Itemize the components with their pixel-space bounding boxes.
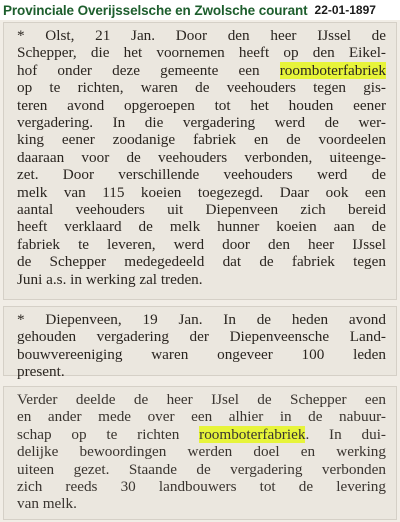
article-line: present.	[17, 363, 65, 381]
article-line: Verder deelde de heer IJsel de Schepper een	[17, 391, 386, 408]
article-line: * Diepenveen, 19 Jan. In de heden avond	[17, 311, 386, 328]
article-line: op te richten, waren de veehouders tegen gis-	[17, 79, 386, 97]
article-line: fabriek te leveren, werd door den heer IJssel	[17, 235, 386, 253]
article-line-text: . In dui-	[305, 425, 386, 443]
publication-date: 22-01-1897	[314, 3, 376, 17]
article-line: de Schepper medegedeeld dat de fabriek tegen	[17, 253, 386, 271]
article-line: gehouden vergadering der Diepenveensche Land-	[17, 328, 386, 346]
article-olst-clipping	[3, 22, 397, 300]
article-continuation-clipping	[3, 386, 397, 520]
article-line: Schepper, die het voornemen heeft op den Eikel-	[17, 44, 386, 62]
article-line: en ander mede over een alhier in de nabuur-	[17, 408, 386, 426]
article-diepenveen-clipping	[3, 306, 397, 381]
article-line-text: hof onder deze gemeente een	[17, 61, 280, 79]
article-line: Juni a.s. in werking zal treden.	[17, 270, 203, 288]
article-line: heeft verklaard de melk hunner koeien aan de	[17, 218, 386, 236]
article-line: uiteen gezet. Staande de vergadering verbonden	[17, 460, 386, 478]
article-line: bouwvereeniging waren ongeveer 100 leden	[17, 345, 386, 363]
article-line: teren avond opgeroepen tot het houden eener	[17, 96, 386, 114]
highlighted-term: roomboterfabriek	[279, 61, 386, 79]
article-line: daaraan voor de veehouders verbonden, uiteenge-	[17, 148, 386, 166]
newspaper-title: Provinciale Overijsselsche en Zwolsche courant	[3, 2, 308, 18]
article-line	[17, 426, 386, 443]
article-line: melk van 115 koeien toegezegd. Daar ook een	[17, 183, 386, 201]
article-line: aantal veehouders uit Diepenveen zich bereid	[17, 201, 386, 219]
article-line: van melk.	[17, 495, 77, 513]
article-line: delijke bewoordingen werden doel en werking	[17, 443, 386, 461]
article-line-text: schap op te richten	[17, 425, 200, 443]
article-line	[17, 62, 386, 79]
page-header	[0, 0, 400, 20]
article-line: * Olst, 21 Jan. Door den heer IJssel de	[17, 27, 386, 44]
article-line: zet. Door verschillende veehouders werd de	[17, 166, 386, 184]
article-line: king eener zoodanige fabriek en de voordeelen	[17, 131, 386, 149]
article-line: vergadering. In die vergadering werd de wer-	[17, 114, 386, 132]
highlighted-term: roomboterfabriek	[199, 425, 306, 443]
article-line: zich reeds 30 landbouwers tot de levering	[17, 478, 386, 496]
